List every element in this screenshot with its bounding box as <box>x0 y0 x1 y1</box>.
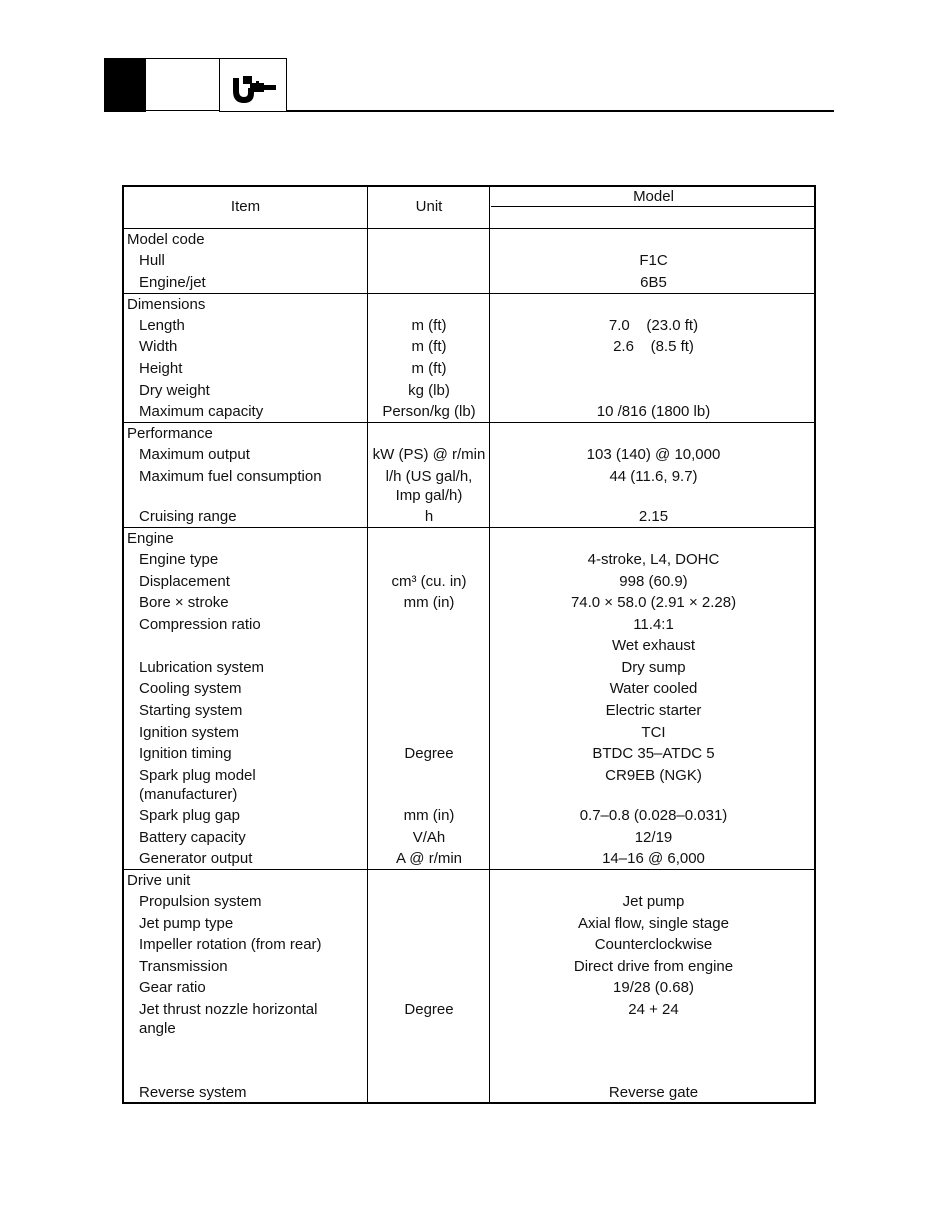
row-unit: cm³ (cu. in) <box>391 573 467 590</box>
row-item: Reverse system <box>139 1084 247 1101</box>
row-unit: mm (in) <box>403 807 455 824</box>
row-unit: m (ft) <box>411 317 447 334</box>
row-value: 7.0 (23.0 ft) <box>608 317 699 334</box>
column-header-model: Model <box>633 188 674 205</box>
chapter-tab <box>104 58 146 112</box>
row-value: 19/28 (0.68) <box>613 979 694 996</box>
row-unit: m (ft) <box>411 360 447 377</box>
row-item: Transmission <box>139 958 228 975</box>
row-item: Jet pump type <box>139 915 234 932</box>
section-title: Performance <box>127 425 213 442</box>
row-value: CR9EB (NGK) <box>605 767 702 784</box>
row-unit: A @ r/min <box>395 850 463 867</box>
row-item-line2: angle <box>139 1020 176 1037</box>
row-value: Jet pump <box>622 893 685 910</box>
row-value: 10 /816 (1800 lb) <box>596 403 711 420</box>
row-value: 103 (140) @ 10,000 <box>586 446 721 463</box>
row-item: Impeller rotation (from rear) <box>139 936 322 953</box>
row-value: 12/19 <box>634 829 673 846</box>
row-value: Water cooled <box>609 680 698 697</box>
header-rule <box>287 110 834 112</box>
row-value: 14–16 @ 6,000 <box>602 850 705 867</box>
column-header-unit: Unit <box>415 198 443 215</box>
row-unit: kg (lb) <box>408 382 450 399</box>
micrometer-icon <box>230 75 278 105</box>
row-item: Bore × stroke <box>139 594 229 611</box>
row-unit: kW (PS) @ r/min <box>372 446 486 463</box>
row-value: Direct drive from engine <box>573 958 734 975</box>
row-item: Spark plug gap <box>139 807 240 824</box>
row-unit: m (ft) <box>411 338 447 355</box>
row-value: 6B5 <box>640 274 667 291</box>
column-header-item: Item <box>230 198 261 215</box>
specification-table <box>122 185 816 1104</box>
row-value: 0.7–0.8 (0.028–0.031) <box>579 807 728 824</box>
row-value: BTDC 35–ATDC 5 <box>592 745 715 762</box>
row-value: 11.4:1 <box>633 616 674 633</box>
row-value: 4-stroke, L4, DOHC <box>587 551 720 568</box>
row-value: Electric starter <box>605 702 702 719</box>
row-unit-line2: Imp gal/h) <box>395 487 463 504</box>
row-value: Axial flow, single stage <box>578 915 729 932</box>
row-item: Propulsion system <box>139 893 262 910</box>
row-item: Maximum output <box>139 446 250 463</box>
row-unit: Degree <box>404 745 454 762</box>
row-value: Dry sump <box>621 659 686 676</box>
section-icon-box <box>219 58 287 112</box>
row-value: 2.6 (8.5 ft) <box>613 338 694 355</box>
row-item: Ignition system <box>139 724 240 741</box>
row-item: Length <box>139 317 185 334</box>
section-title: Engine <box>127 530 174 547</box>
row-item: Width <box>139 338 178 355</box>
row-value: 998 (60.9) <box>619 573 688 590</box>
row-value: F1C <box>639 252 668 269</box>
row-item: Maximum fuel consumption <box>139 468 322 485</box>
section-divider <box>124 422 814 423</box>
section-title: Model code <box>127 231 205 248</box>
row-item: Compression ratio <box>139 616 261 633</box>
row-unit: l/h (US gal/h, <box>385 468 473 485</box>
row-unit: Person/kg (lb) <box>382 403 476 420</box>
row-unit: h <box>424 508 434 525</box>
row-item: Starting system <box>139 702 243 719</box>
row-item-line2: (manufacturer) <box>139 786 238 803</box>
row-item: Hull <box>139 252 165 269</box>
row-item: Jet thrust nozzle horizontal <box>139 1001 318 1018</box>
row-unit: Degree <box>404 1001 454 1018</box>
row-item: Gear ratio <box>139 979 206 996</box>
row-item: Engine/jet <box>139 274 206 291</box>
section-divider <box>124 293 814 294</box>
row-value: Counterclockwise <box>594 936 713 953</box>
row-value: 44 (11.6, 9.7) <box>609 468 698 485</box>
row-value: TCI <box>641 724 666 741</box>
row-value: Reverse gate <box>608 1084 699 1101</box>
section-box <box>146 58 219 111</box>
section-title: Drive unit <box>127 872 191 889</box>
row-item: Lubrication system <box>139 659 265 676</box>
row-value: Wet exhaust <box>611 637 696 654</box>
row-unit: V/Ah <box>412 829 446 846</box>
model-subheader-divider <box>491 206 814 207</box>
row-item: Engine type <box>139 551 219 568</box>
row-item: Dry weight <box>139 382 210 399</box>
row-item: Height <box>139 360 183 377</box>
header-divider <box>124 228 814 229</box>
row-unit: mm (in) <box>403 594 455 611</box>
row-item: Maximum capacity <box>139 403 264 420</box>
section-divider <box>124 869 814 870</box>
row-item: Spark plug model <box>139 767 256 784</box>
row-value: 2.15 <box>638 508 669 525</box>
row-item: Battery capacity <box>139 829 246 846</box>
row-item: Generator output <box>139 850 253 867</box>
row-value: 24 + 24 <box>628 1001 679 1018</box>
section-divider <box>124 527 814 528</box>
row-item: Cruising range <box>139 508 237 525</box>
row-item: Cooling system <box>139 680 242 697</box>
section-title: Dimensions <box>127 296 206 313</box>
row-item: Ignition timing <box>139 745 232 762</box>
row-value: 74.0 × 58.0 (2.91 × 2.28) <box>570 594 737 611</box>
row-item: Displacement <box>139 573 230 590</box>
